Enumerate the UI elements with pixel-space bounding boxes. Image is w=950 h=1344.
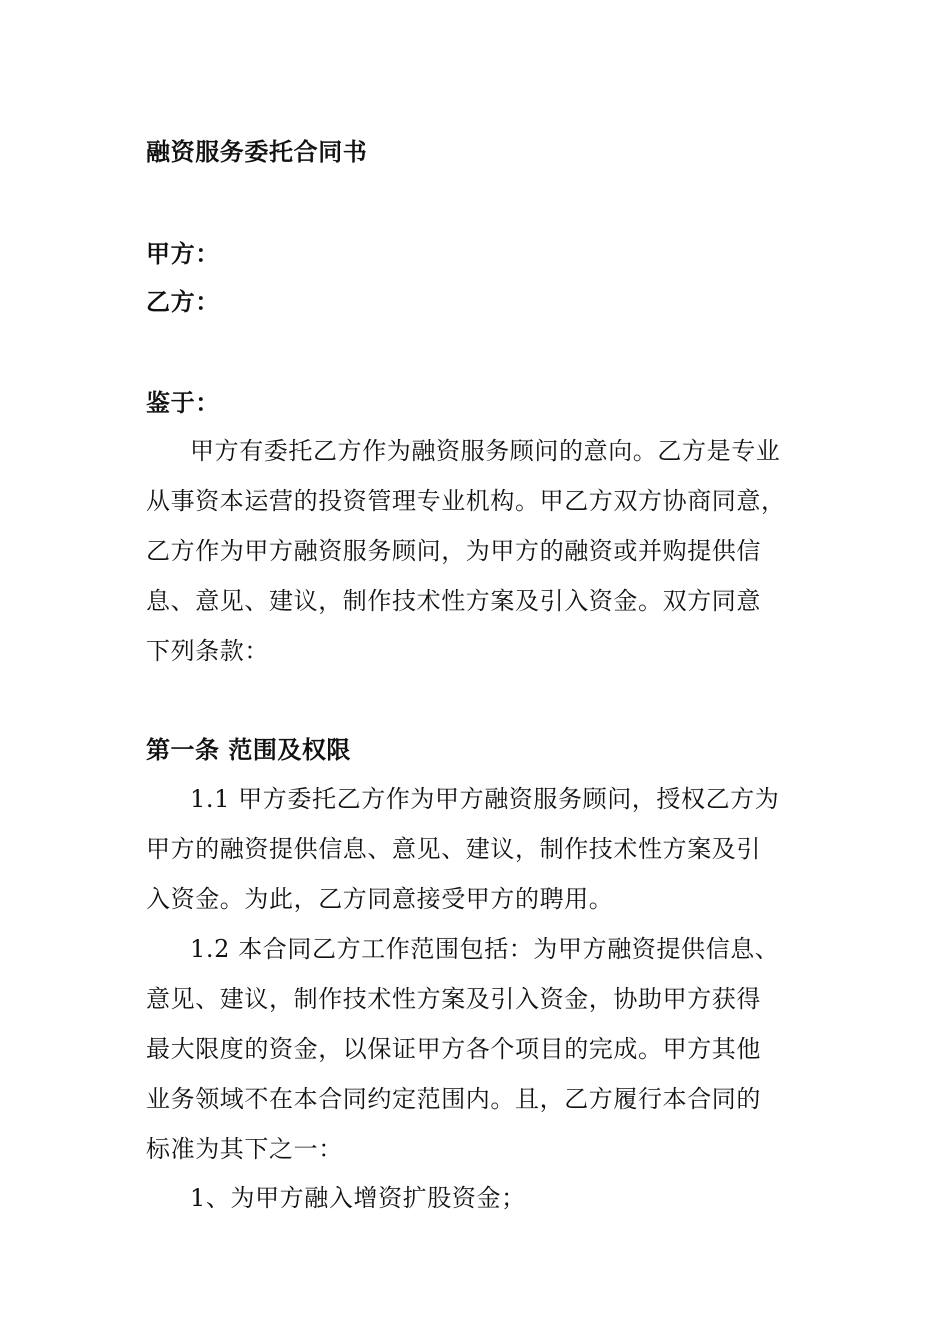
preamble-line-2: 从事资本运营的投资管理专业机构。甲乙方双方协商同意， — [146, 487, 786, 515]
document-title: 融资服务委托合同书 — [146, 137, 368, 166]
preamble-line-1: 甲方有委托乙方作为融资服务顾问的意向。乙方是专业 — [190, 437, 781, 465]
article-1-heading: 第一条 范围及权限 — [146, 735, 351, 764]
preamble-line-3: 乙方作为甲方融资服务顾问，为甲方的融资或并购提供信 — [146, 537, 761, 565]
preamble-line-5: 下列条款： — [146, 637, 269, 665]
clause-1-1-line-3: 入资金。为此，乙方同意接受甲方的聘用。 — [146, 885, 614, 913]
preamble-line-4: 息、意见、建议，制作技术性方案及引入资金。双方同意 — [146, 587, 761, 615]
party-b-label: 乙方： — [146, 287, 220, 316]
clause-1-1-line-2: 甲方的融资提供信息、意见、建议，制作技术性方案及引 — [146, 835, 761, 863]
clause-1-2-line-4: 业务领域不在本合同约定范围内。且，乙方履行本合同的 — [146, 1085, 761, 1113]
whereas-label: 鉴于： — [146, 388, 220, 417]
list-item-1: 1、为甲方融入增资扩股资金； — [190, 1184, 526, 1212]
clause-1-1-line-1: 1.1 甲方委托乙方作为甲方融资服务顾问，授权乙方为 — [190, 785, 780, 813]
clause-1-2-line-1: 1.2 本合同乙方工作范围包括：为甲方融资提供信息、 — [190, 935, 780, 963]
clause-1-2-line-2: 意见、建议，制作技术性方案及引入资金，协助甲方获得 — [146, 985, 761, 1013]
clause-1-2-line-3: 最大限度的资金，以保证甲方各个项目的完成。甲方其他 — [146, 1035, 761, 1063]
party-a-label: 甲方： — [146, 239, 220, 268]
clause-1-2-line-5: 标准为其下之一： — [146, 1135, 343, 1163]
